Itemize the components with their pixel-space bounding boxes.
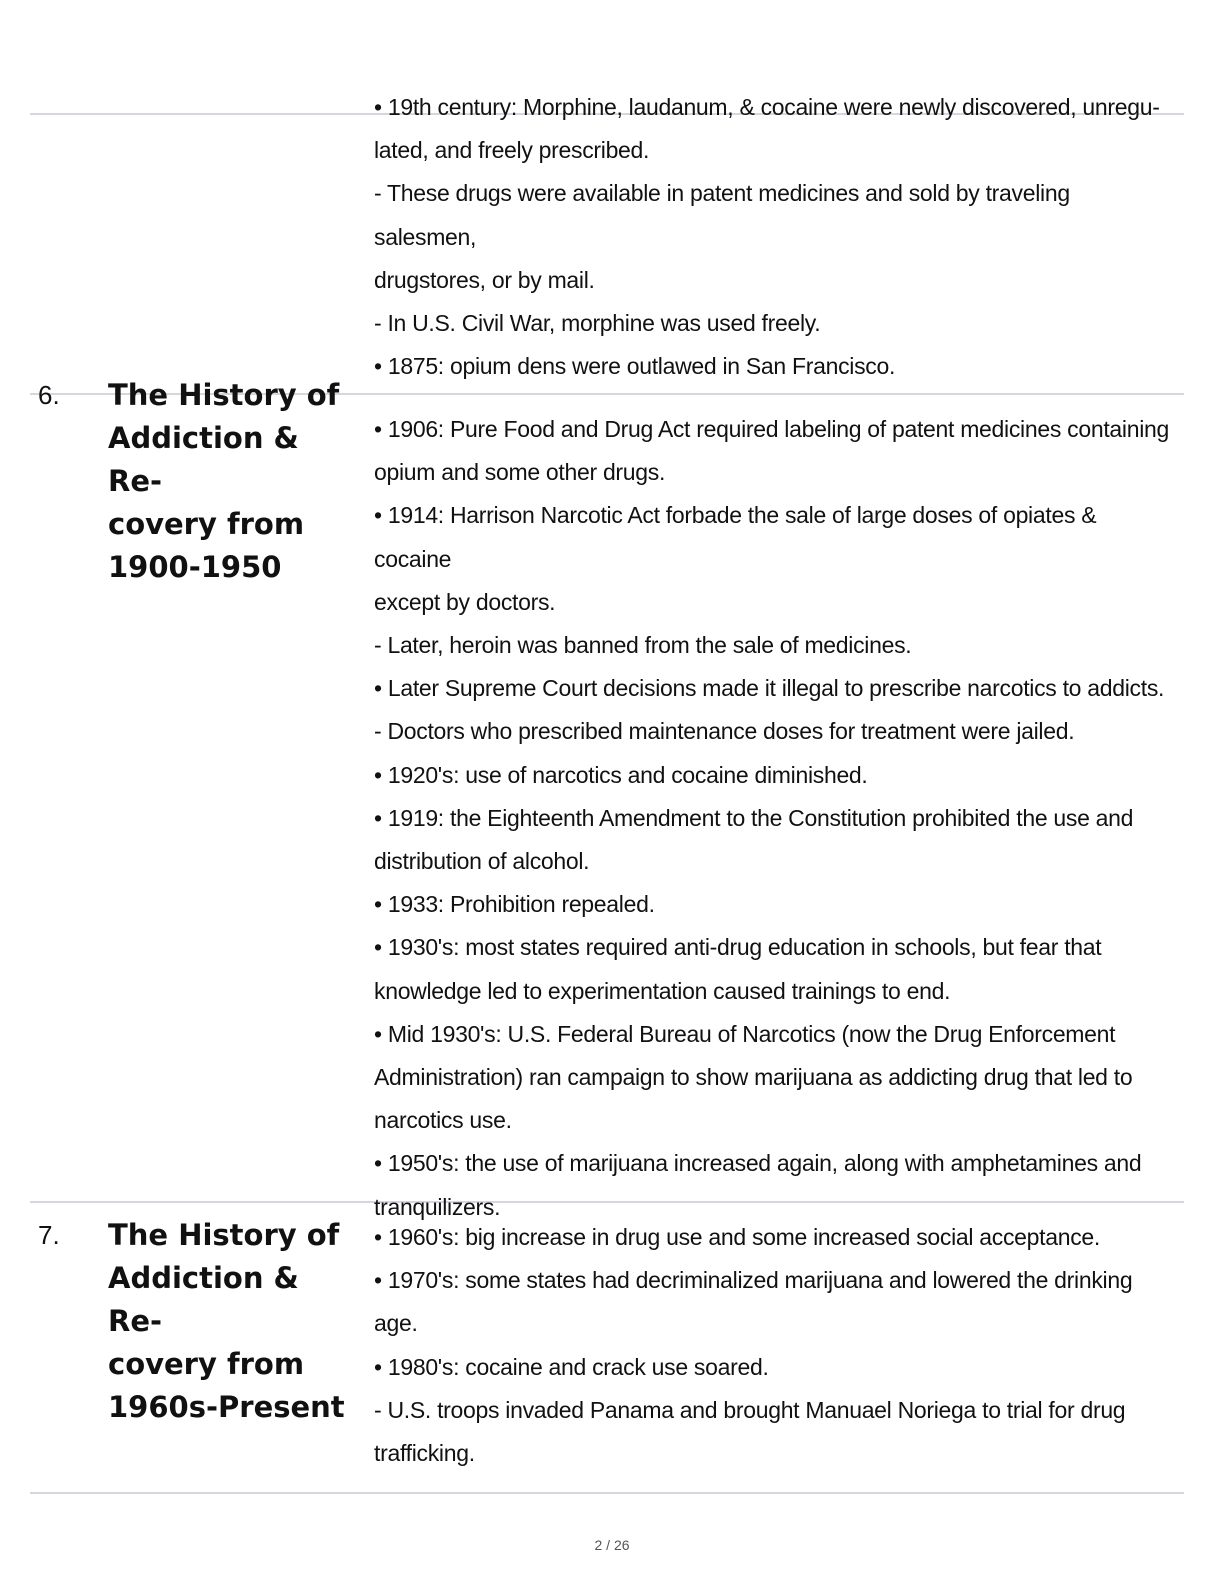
continued-definition [374,86,1174,388]
definition-line: • 1914: Harrison Narcotic Act forbade the sale of large doses of opiates & cocaine [374,502,1103,572]
definition-line: opium and some other drugs. [374,459,666,486]
definition-line: trafficking. [374,1440,475,1467]
definition-line: • 1875: opium dens were outlawed in San Francisco. [374,353,896,380]
term-line: The History of [108,1218,340,1252]
term-line: covery from [108,1347,305,1381]
definition-line: • 19th century: Morphine, laudanum, & cocaine were newly discovered, unregu- [374,94,1160,120]
definition-line: Administration) ran campaign to show marijuana as addicting drug that led to [374,1064,1133,1091]
definition-line: • 1960's: big increase in drug use and some increased social acceptance. [374,1224,1101,1250]
definition-line: tranquilizers. [374,1193,501,1220]
definition-line: • 1933: Prohibition repealed. [374,891,655,918]
term-line: The History of [108,378,340,412]
definition-line: • 1919: the Eighteenth Amendment to the Constitution prohibited the use and [374,804,1134,831]
divider-bottom [30,1492,1184,1494]
definition-line: - Doctors who prescribed maintenance doses for treatment were jailed. [374,718,1075,745]
definition-line: • Later Supreme Court decisions made it illegal to prescribe narcotics to addicts. [374,675,1165,702]
entry-number: 7. [38,1220,60,1250]
page-indicator: 2 / 26 [594,1537,630,1553]
definition-line: • 1970's: some states had decriminalized marijuana and lowered the drinking [374,1267,1133,1294]
entry-term [108,374,348,589]
term-line: 1960s-Present [108,1390,345,1424]
definition-line: - These drugs were available in patent medicines and sold by traveling salesmen, [374,180,1076,250]
definition-line: - Later, heroin was banned from the sale of medicines. [374,632,912,659]
definition-line: • 1950's: the use of marijuana increased again, along with amphetamines and [374,1150,1142,1177]
entry-number: 6. [38,380,60,410]
definition-line: distribution of alcohol. [374,848,590,875]
definition-line: • Mid 1930's: U.S. Federal Bureau of Narcotics (now the Drug Enforcement [374,1020,1116,1047]
definition-line: except by doctors. [374,588,556,615]
definition-line: - In U.S. Civil War, morphine was used freely. [374,310,821,337]
entry-definition [374,1216,1174,1475]
term-line: Addiction & Re- [108,1261,299,1338]
definition-line: knowledge led to experimentation caused trainings to end. [374,977,951,1004]
definition-line: • 1980's: cocaine and crack use soared. [374,1353,769,1380]
term-line: covery from [108,507,305,541]
definition-line: • 1920's: use of narcotics and cocaine diminished. [374,761,868,788]
entry-term [108,1214,348,1429]
definition-line: drugstores, or by mail. [374,266,595,293]
term-line: 1900-1950 [108,550,282,584]
definition-line: • 1906: Pure Food and Drug Act required labeling of patent medicines containing [374,416,1169,442]
definition-line: lated, and freely prescribed. [374,137,650,164]
definition-line: - U.S. troops invaded Panama and brought Manuael Noriega to trial for drug [374,1396,1126,1423]
term-line: Addiction & Re- [108,421,299,498]
definition-line: age. [374,1310,418,1337]
definition-line: narcotics use. [374,1107,512,1134]
definition-line: • 1930's: most states required anti-drug education in schools, but fear that [374,934,1102,961]
entry-definition [374,408,1174,1229]
